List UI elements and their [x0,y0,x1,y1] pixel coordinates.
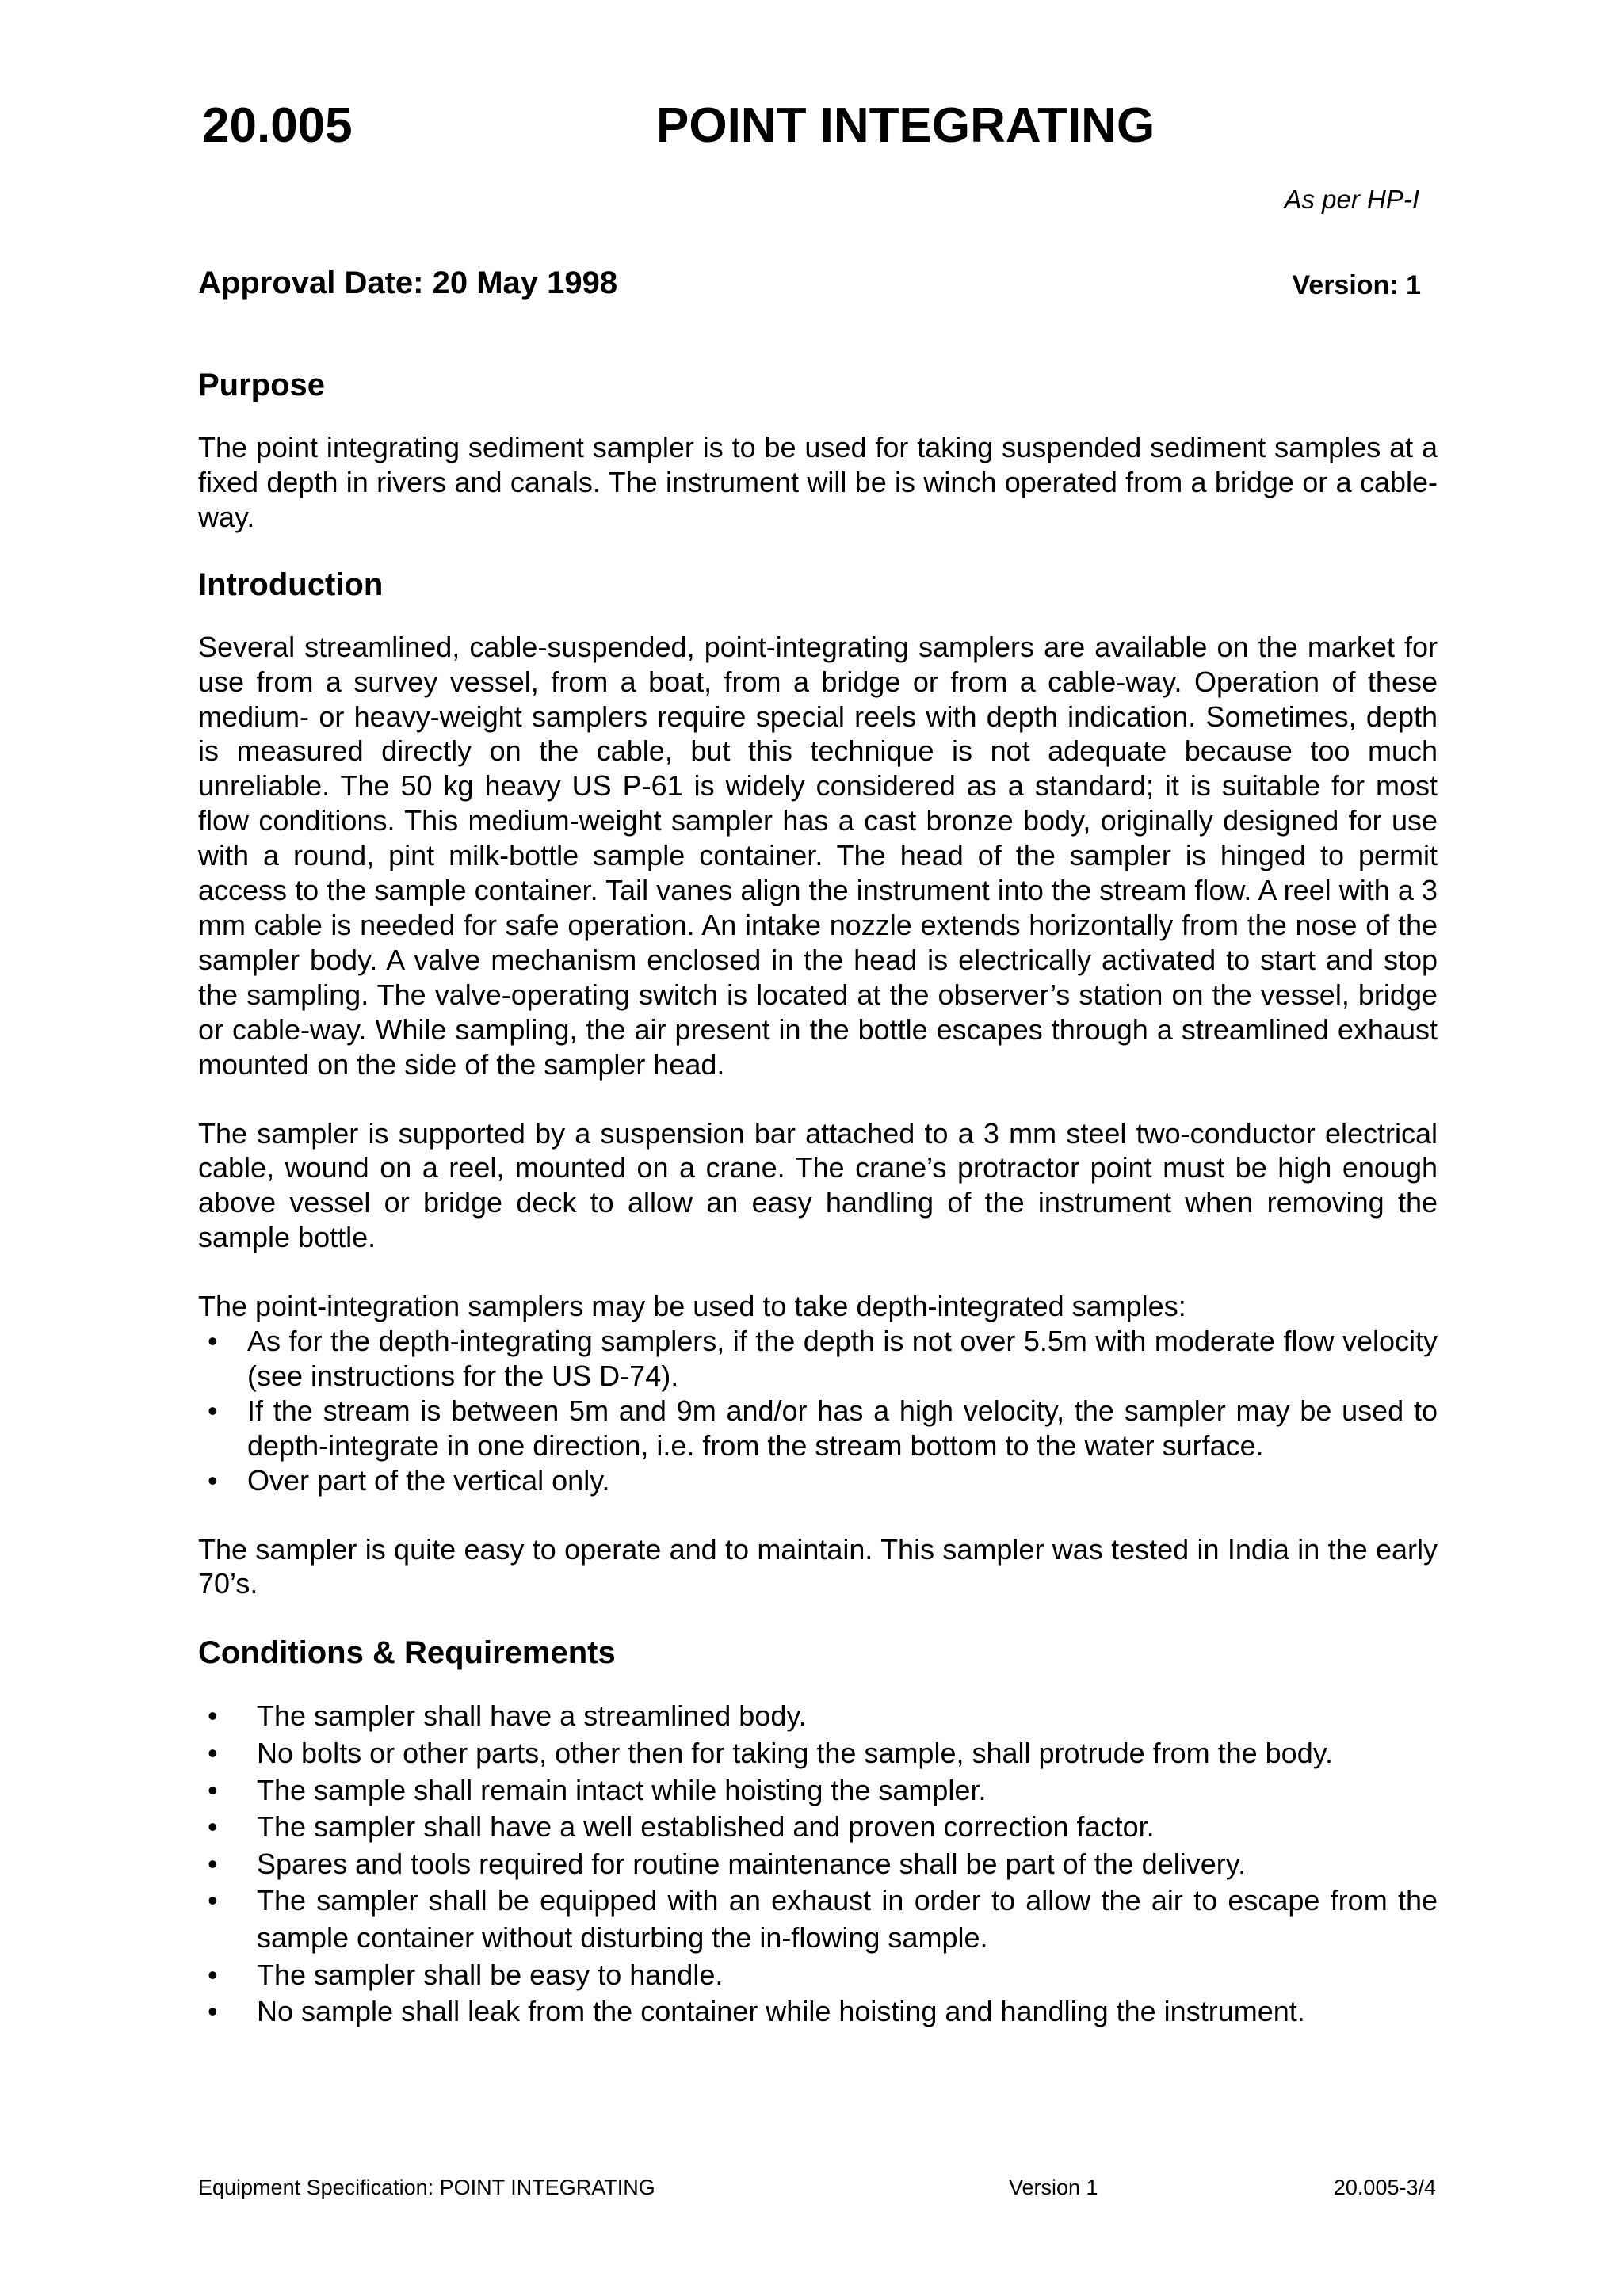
list-item-text: As for the depth-integrating samplers, if the depth is not over 5.5m with moderate flow velocity (see instructions for the US D-74). [247,1325,1438,1392]
document-title: POINT INTEGRATING [656,98,1155,153]
footer-version: Version 1 [1009,2176,1098,2199]
introduction-list-intro: The point-integration samplers may be used to take depth-integrated samples: [198,1290,1186,1323]
list-item [198,1394,1438,1463]
as-per-note: As per HP-I [1284,185,1419,214]
conditions-heading: Conditions & Requirements [198,1635,616,1671]
introduction-heading: Introduction [198,566,384,602]
list-item-text: The sampler shall have a well established and proven correction factor. [257,1810,1155,1844]
approval-date: Approval Date: 20 May 1998 [198,265,618,300]
bullet-icon: • [208,1884,218,1917]
list-item [198,1882,1438,1956]
introduction-paragraph-2: The sampler is supported by a suspension bar attached to a 3 mm steel two-conductor electrical cable, wound on a reel, mounted on a crane. The crane’s protractor point must be high enough above vessel or bridge deck to allow an easy handling of the instrument when removing the sample bottle. [198,1116,1438,1254]
footer-page-number: 20.005-3/4 [1333,2176,1436,2199]
list-item [198,1809,1438,1846]
bullet-icon: • [208,1958,218,1991]
bullet-icon: • [208,1325,218,1358]
bullet-icon: • [208,1995,218,2028]
list-item-text: No sample shall leak from the container while hoisting and handling the instrument. [257,1995,1305,2028]
introduction-paragraph-1: Several streamlined, cable-suspended, point-integrating samplers are available on the market for use from a survey vessel, from a boat, from a bridge or from a cable-way. Operation of these medium- or heavy-weight samplers require special reels with depth indication. Sometimes, depth is measured directly on the cable, but this technique is not adequate because too much unreliable. The 50 kg heavy US P-61 is widely considered as a standard; it is suitable for most flow conditions. This medium-weight sampler has a cast bronze body, originally designed for use with a round, pint milk-bottle sample container. The head of the sampler is hinged to permit access to the sample container. Tail vanes align the instrument into the stream flow. A reel with a 3 mm cable is needed for safe operation. An intake nozzle extends horizontally from the nose of the sampler body. A valve mechanism enclosed in the head is electrically activated to start and stop the sampling. The valve-operating switch is located at the observer’s station on the vessel, bridge or cable-way. While sampling, the air present in the bottle escapes through a streamlined exhaust mounted on the side of the sampler head. [198,630,1438,1081]
list-item [198,1993,1438,2031]
introduction-paragraph-3: The sampler is quite easy to operate and to maintain. This sampler was tested in India in the early 70’s. [198,1532,1438,1600]
purpose-paragraph: The point integrating sediment sampler is to be used for taking suspended sediment samples at a fixed depth in rivers and canals. The instrument will be is winch operated from a bridge or a cable-way. [198,431,1438,533]
list-item-text: The sample shall remain intact while hoisting the sampler. [257,1773,987,1806]
list-item [198,1772,1438,1810]
document-number: 20.005 [202,98,353,153]
list-item [198,1846,1438,1883]
bullet-icon: • [208,1847,218,1880]
list-item-text: Over part of the vertical only. [247,1463,610,1497]
list-item-text: Spares and tools required for routine maintenance shall be part of the delivery. [257,1847,1247,1880]
introduction-bullet-list [198,1324,1438,1498]
list-item-text: If the stream is between 5m and 9m and/or has a high velocity, the sampler may be used to depth-integrate in one direction, i.e. from the stream bottom to the water surface. [247,1394,1438,1462]
conditions-bullet-list [198,1698,1438,2030]
list-item-text: No bolts or other parts, other then for taking the sample, shall protrude from the body. [257,1736,1334,1769]
list-item [198,1698,1438,1735]
list-item [198,1463,1438,1498]
bullet-icon: • [208,1773,218,1806]
version-label: Version: 1 [1292,270,1421,300]
list-item [198,1324,1438,1394]
list-item-text: The sampler shall have a streamlined body. [257,1699,807,1733]
bullet-icon: • [208,1810,218,1844]
bullet-icon: • [208,1736,218,1769]
list-item-text: The sampler shall be easy to handle. [257,1958,724,1991]
bullet-icon: • [208,1394,218,1427]
purpose-heading: Purpose [198,368,326,402]
list-item [198,1957,1438,1994]
footer-document-title: Equipment Specification: POINT INTEGRATING [198,2176,655,2199]
list-item [198,1735,1438,1772]
list-item-text: The sampler shall be equipped with an exhaust in order to allow the air to escape from the sample container without disturbing the in-flowing sample. [257,1884,1438,1954]
bullet-icon: • [208,1463,218,1497]
document-body [198,366,1438,2031]
bullet-icon: • [208,1699,218,1733]
